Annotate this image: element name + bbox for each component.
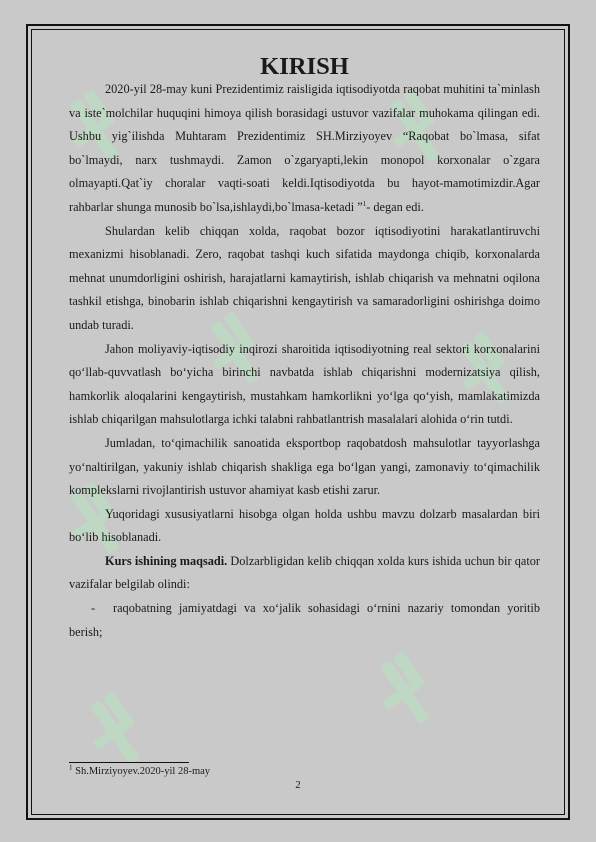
page-number: 2 <box>295 779 301 791</box>
paragraph-intro-end: - degan edi. <box>366 199 424 214</box>
paragraph-relevance: Yuqoridagi xususiyatlarni hisobga olgan holda ushbu mavzu dolzarb masalardan biri bo‘lib hisoblanadi. <box>69 506 540 545</box>
footnote-separator <box>69 762 189 763</box>
list-item-text: raqobatning jamiyatdagi va xo‘jalik sohasidagi o‘rnini nazariy tomondan yoritib berish; <box>69 601 540 639</box>
paragraph-textile: Jumladan, to‘qimachilik sanoatida eksportbop raqobatdosh mahsulotlar tayyorlashga yo‘naltirilgan, yakuniy ishlab chiqarish shakliga ega bo‘lgan yangi, zamonaviy to‘qimachilik komplekslarni rivojlantirish ustuvor ahamiyat kasb etishi zarur. <box>69 435 540 498</box>
list-item <box>69 597 540 644</box>
footnote-reference[interactable]: 1 <box>362 199 367 208</box>
page-body <box>69 53 540 644</box>
footnote <box>69 765 210 779</box>
goal-text: Dolzarbligidan kelib chiqqan xolda kurs ishida uchun bir qator vazifalar belgilab olindi: <box>69 553 540 592</box>
paragraph-crisis: Jahon moliyaviy-iqtisodiy inqirozi sharoitida iqtisodiyotning real sektori korxonalarini qo‘llab-quvvatlash bo‘yicha birinchi navbatda ishlab chiqarishni modernizatsiya qilish, hamkorlik aloqalarini kengaytirish, mustahkam hamkorlikni yo‘lga qo‘yish, mamlakatimizda ishlab chiqarilgan mahsulotlarga ichki talabni rahbatlantrish masalalari alohida o‘rin tutdi. <box>69 341 540 427</box>
goal-heading: Kurs ishining maqsadi. <box>105 553 228 568</box>
footnote-mark: 1 <box>69 763 73 772</box>
paragraph-intro-text: 2020-yil 28-may kuni Prezidentimiz raisligida iqtisodiyotda raqobat muhitini ta`minlash va iste`molchilar huquqini himoya qilish borasidagi ustuvor vazifalar muhokama qilingan edi. Ushbu yig`ilishda Muhtaram Prezidentimiz SH.Mirziyoyev “Raqobat bo`lmasa, sifat bo`lmaydi, narx tushmaydi. Zamon o`zgaryapti,lekin monopol korxonalar o`zgara olmayapti.Qat`iy choralar vaqti-soati keldi.Iqtisodiyotda bu hayot-mamotimizdir.Agar rahbarlar shunga munosib bo`lsa,ishlaydi,bo`lmasa-ketadi ” <box>69 82 540 214</box>
page-title: KIRISH <box>260 53 349 80</box>
footnote-text: Sh.Mirziyoyev.2020-yil 28-may <box>72 766 211 777</box>
paragraph-intro <box>69 78 540 220</box>
paragraph-goal <box>69 550 540 597</box>
list-dash: - <box>91 601 96 616</box>
paragraph-competition: Shulardan kelib chiqqan xolda, raqobat bozor iqtisodiyotini harakatlantiruvchi mexanizmi hisoblanadi. Zero, raqobat tashqi kuch sifatida maydonga chiqib, korxonalarda mehnat unumdorligini oshirish, harajatlarni kamaytirish, ishlab chiqarish va mehnatni oqilona tashkil etishga, binobarin ishlab chiqarishni kengaytirish va samaradorligini oshirishga doimo undab turadi. <box>69 223 540 332</box>
